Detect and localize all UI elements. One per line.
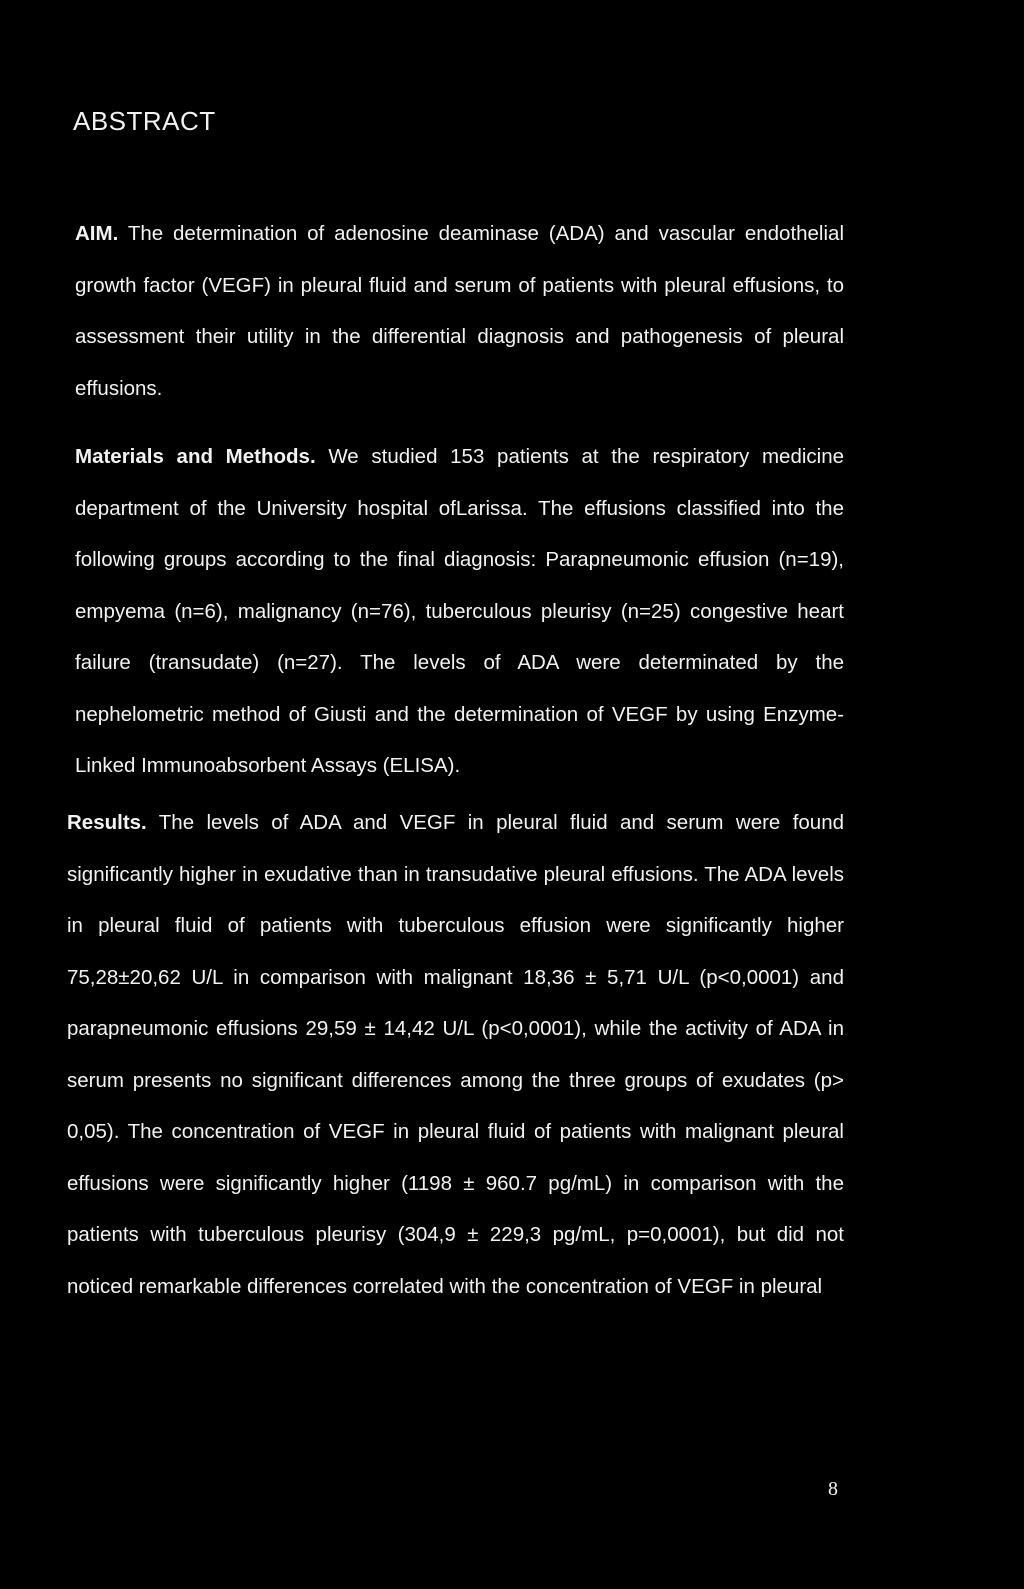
- aim-text: The determination of adenosine deaminase (ADA) and vascular endothelial growth factor (VEGF) in pleural fluid and serum of patients with pleural effusions, to assessment their utility in the differential diagnosis and pathogenesis of pleural effusions.: [75, 222, 845, 400]
- methods-paragraph: [75, 431, 844, 792]
- results-label: Results.: [67, 811, 147, 834]
- methods-label: Materials and Methods.: [75, 445, 316, 468]
- results-text: The levels of ADA and VEGF in pleural fluid and serum were found significantly higher in exudative than in transudative pleural effusions. The ADA levels in pleural fluid of patients with tuberculous effusion were significantly higher 75,28±20,62 U/L in comparison with malignant 18,36 ± 5,71 U/L (p<0,0001) and parapneumonic effusions 29,59 ± 14,42 U/L (p<0,0001), while the activity of ADA in serum presents no significant differences among the three groups of exudates (p> 0,05). The concentration of VEGF in pleural fluid of patients with malignant pleural effusions were significantly higher (1198 ± 960.7 pg/mL) in comparison with the patients with tuberculous pleurisy (304,9 ± 229,3 pg/mL, p=0,0001), but did not noticed remarkable differences correlated with the concentration of VEGF in pleural: [67, 811, 844, 1298]
- aim-paragraph: [75, 208, 844, 414]
- results-paragraph: [67, 797, 844, 1312]
- aim-label: AIM.: [75, 222, 119, 245]
- page-number: 8: [828, 1478, 838, 1500]
- abstract-heading: ABSTRACT: [73, 106, 216, 136]
- methods-text: We studied 153 patients at the respiratory medicine department of the University hospital ofLarissa. The effusions classified into the following groups according to the final diagnosis: Parapneumonic effusion (n=19), empyema (n=6), malignancy (n=76), tuberculous pleurisy (n=25) congestive heart failure (transudate) (n=27). The levels of ADA were determinated by the nephelometric method of Giusti and the determination of VEGF by using Enzyme-Linked Immunoabsorbent Assays (ELISA).: [75, 445, 845, 777]
